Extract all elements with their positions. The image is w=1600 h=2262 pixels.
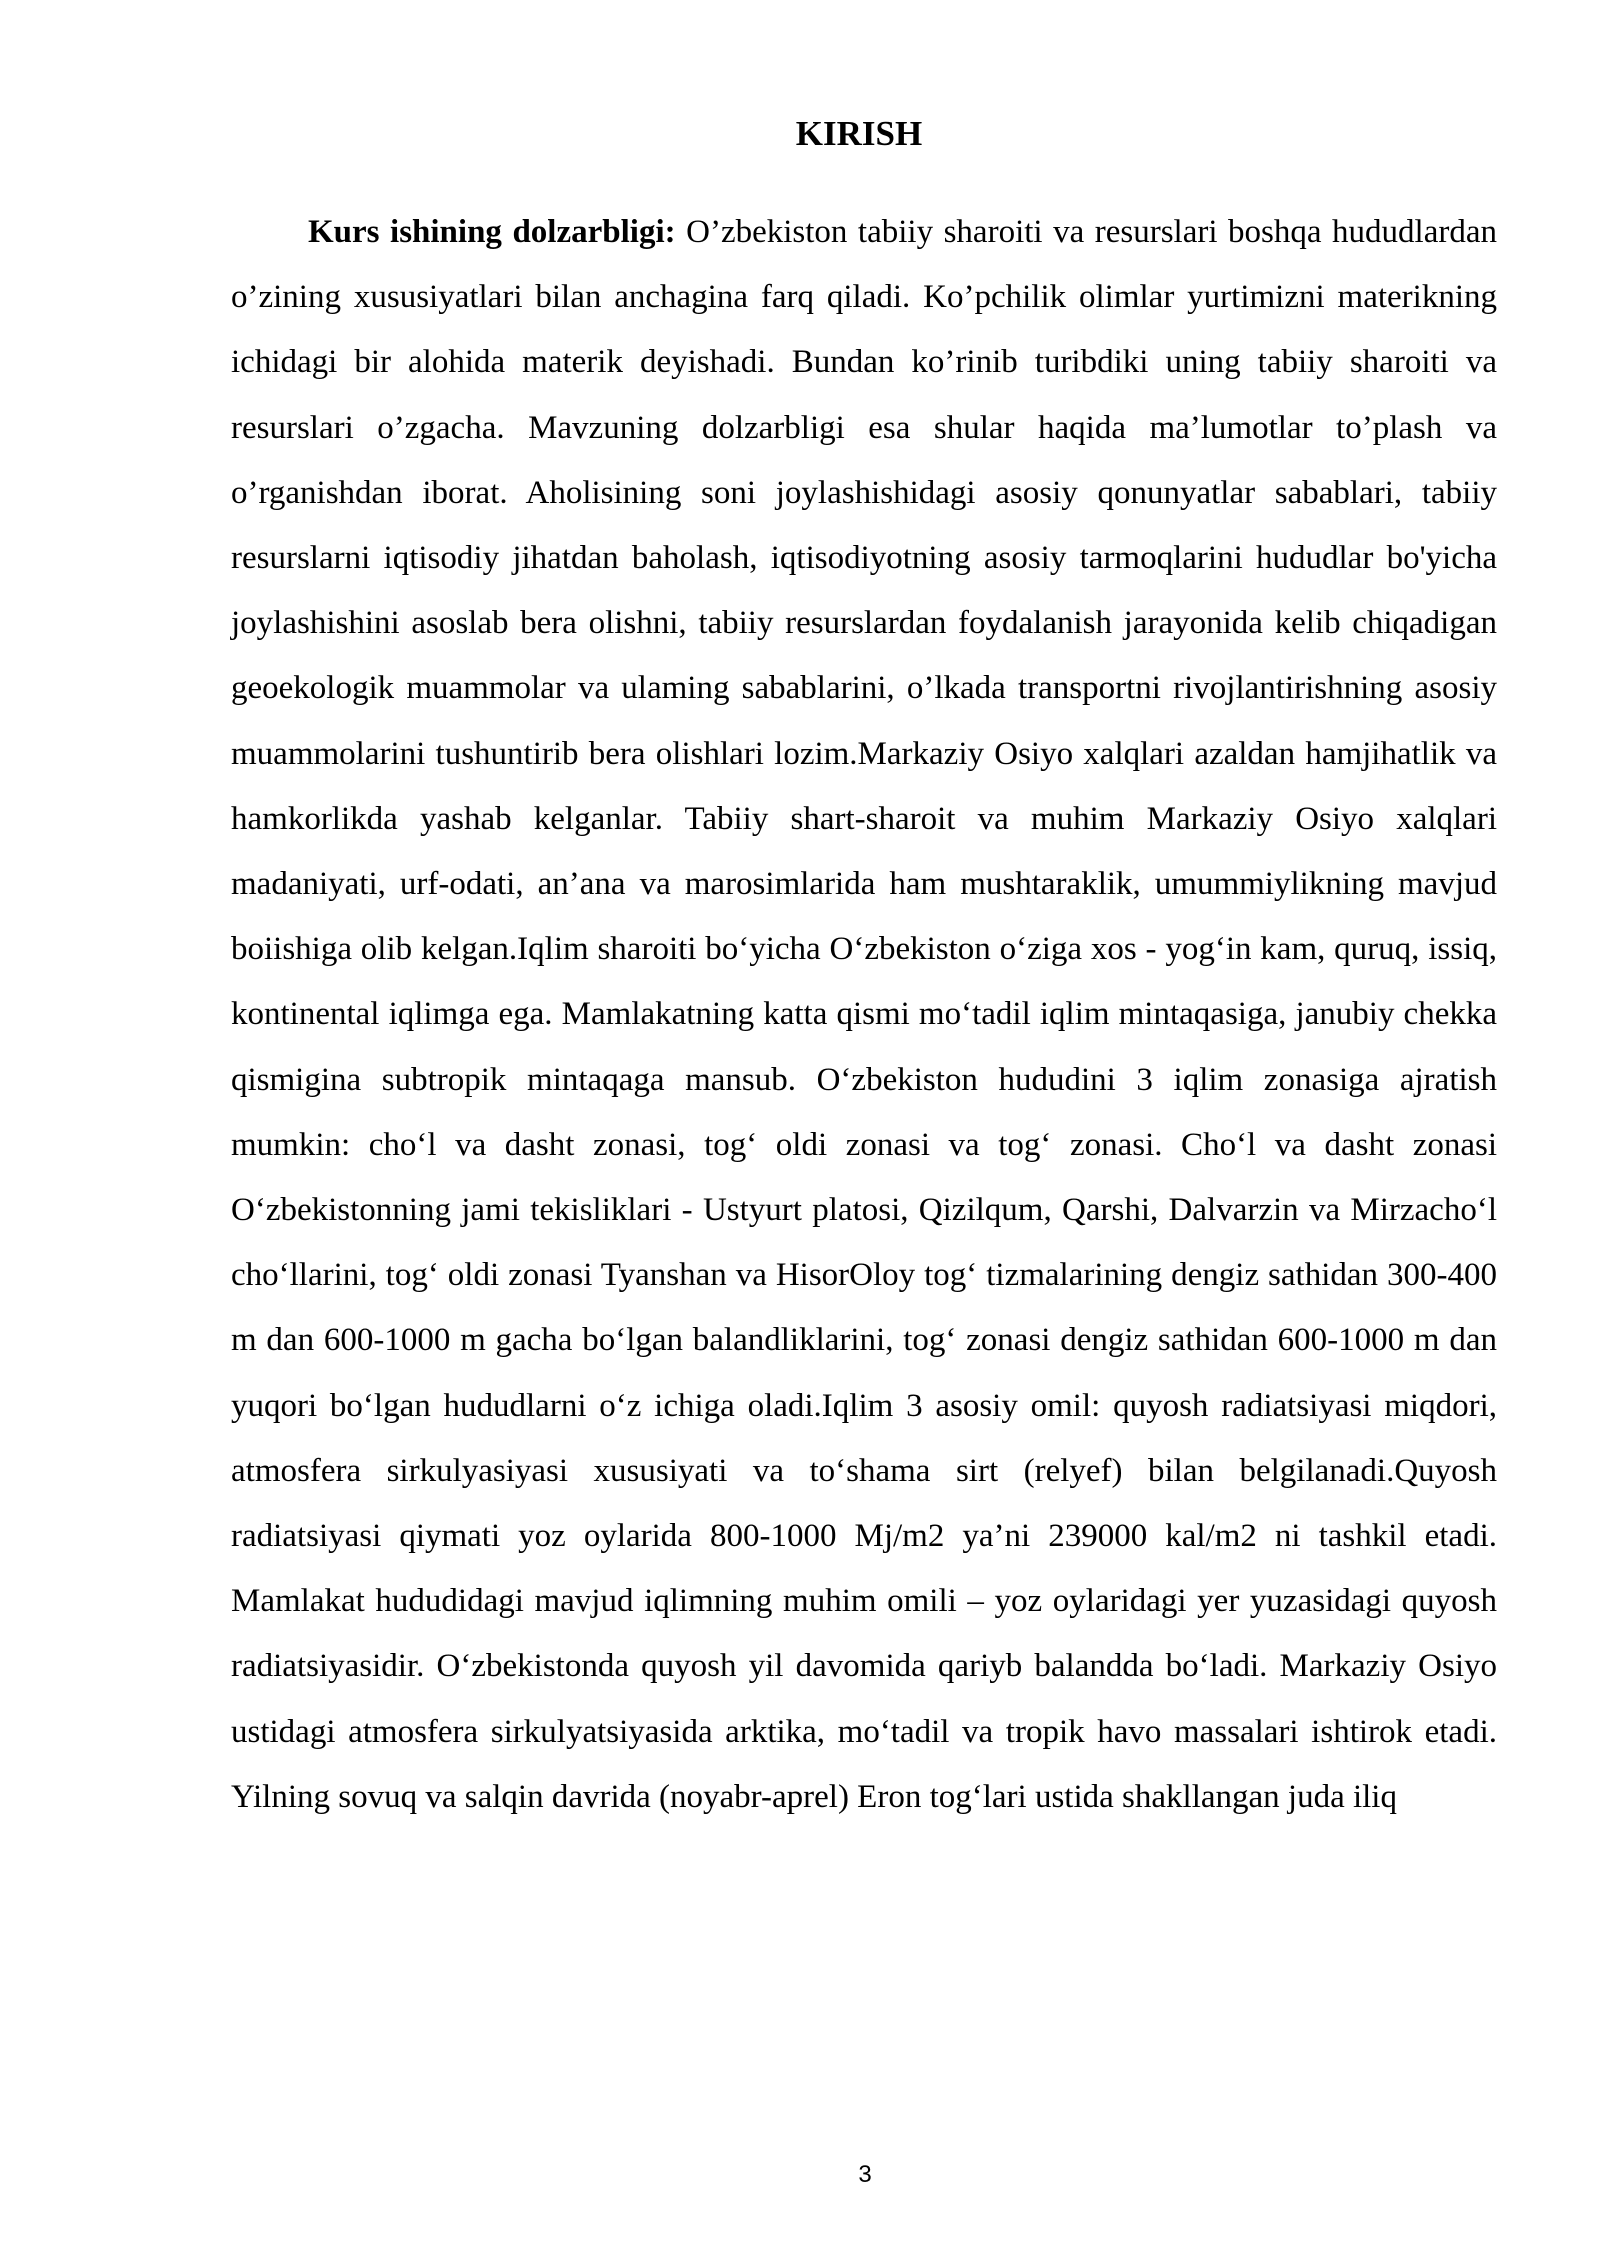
paragraph-text: O’zbekiston tabiiy sharoiti va resurslari boshqa hududlardan o’zining xususiyatlari bilan anchagina farq qiladi. Ko’pchilik olimlar yurtimizni materikning ichidagi bir alohida materik deyishadi. Bundan ko’rinib turibdiki uning tabiiy sharoiti va resurslari o’zgacha. Mavzuning dolzarbligi esa shular haqida ma’lumotlar to’plash va o’rganishdan iborat. Aholisining soni joylashishidagi asosiy qonunyatlar sabablari, tabiiy resurslarni iqtisodiy jihatdan baholash, iqtisodiyotning asosiy tarmoqlarini hududlar bo'yicha joylashishini asoslab bera olishni, tabiiy resurslardan foydalanish jarayonida kelib chiqadigan geoekologik muammolar va ulaming sabablarini, o’lkada transportni rivojlantirishning asosiy muammolarini tushuntirib bera olishlari lozim.Markaziy Osiyo xalqlari azaldan hamjihatlik va hamkorlikda yashab kelganlar. Tabiiy shart-sharoit va muhim Markaziy Osiyo xalqlari madaniyati, urf-odati, an’ana va marosimlarida ham mushtaraklik, umummiylikning mavjud boiishiga olib kelgan.Iqlim sharoiti bo‘yicha O‘zbekiston o‘ziga xos - yog‘in kam, quruq, issiq, kontinental iqlimga ega. Mamlakatning katta qismi mo‘tadil iqlim mintaqasiga, janubiy chekka qismigina subtropik mintaqaga mansub. O‘zbekiston hududini 3 iqlim zonasiga ajratish mumkin: cho‘l va dasht zonasi, tog‘ oldi zonasi va tog‘ zonasi. Cho‘l va dasht zonasi O‘zbekistonning jami tekisliklari - Ustyurt platosi, Qizilqum, Qarshi, Dalvarzin va Mirzacho‘l cho‘llarini, tog‘ oldi zonasi Tyanshan va HisorOloy tog‘ tizmalarining dengiz sathidan 300-400 m dan 600-1000 m gacha bo‘lgan balandliklarini, tog‘ zonasi dengiz sathidan 600-1000 m dan yuqori bo‘lgan hududlarni o‘z ichiga oladi.Iqlim 3 asosiy omil: quyosh radiatsiyasi miqdori, atmosfera sirkulyasiyasi xususiyati va to‘shama sirt (relyef) bilan belgilanadi.Quyosh radiatsiyasi qiymati yoz oylarida 800-1000 Mj/m2 ya’ni 239000 kal/m2 ni tashkil etadi. Mamlakat hududidagi mavjud iqlimning muhim omili – yoz oylaridagi yer yuzasidagi quyosh radiatsiyasidir. O‘zbekistonda quyosh yil davomida qariyb balandda bo‘ladi. Markaziy Osiyo ustidagi atmosfera sirkulyatsiyasida arktika, mo‘tadil va tropik havo massalari ishtirok etadi. Yilning sovuq va salqin davrida (noyabr-aprel) Eron tog‘lari ustida shakllangan juda iliq (231, 214, 1497, 1815)
paragraph-lead: Kurs ishining dolzarbligi: (308, 214, 676, 250)
page-number: 3 (858, 2161, 872, 2188)
body-paragraph (231, 200, 1497, 1830)
section-heading: KIRISH (795, 114, 923, 153)
